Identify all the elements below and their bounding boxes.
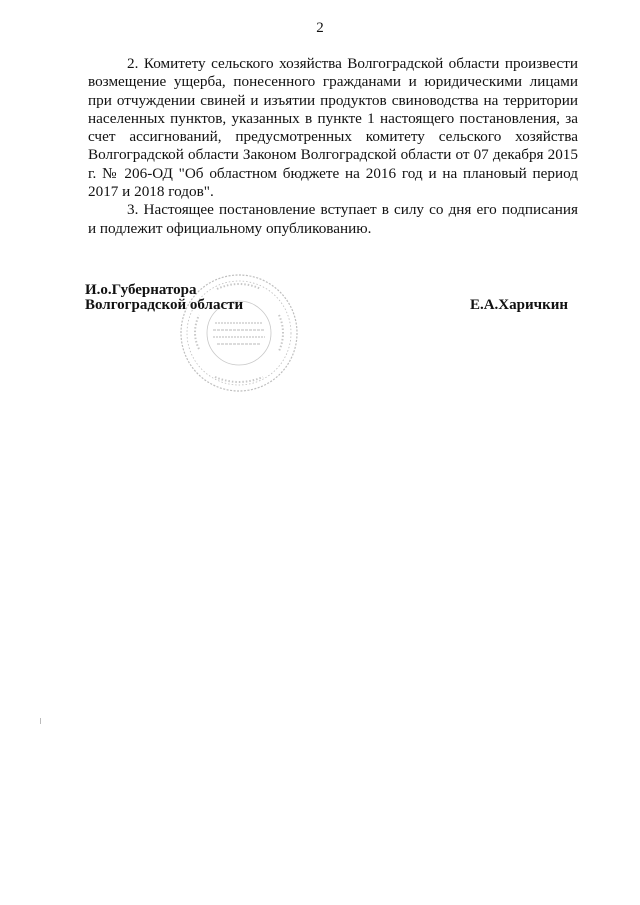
paragraph-2: 2. Комитету сельского хозяйства Волгоградской области произвести возмещение ущерба, понесенного гражданами и юридическими лицами при отчуждении свиней и изъятии продуктов свиноводства на территории населенных пунктов, указанных в пункте 1 настоящего постановления, за счет ассигнований, предусмотренных комитету сельского хозяйства Волгоградской области Законом Волгоградской области от 07 декабря 2015 г. № 206-ОД "Об областном бюджете на 2016 год и на плановый период 2017 и 2018 годов".	[88, 55, 578, 201]
signature-block	[85, 283, 580, 413]
signatory-title-line1: И.о.Губернатора	[85, 282, 197, 298]
page-number: 2	[316, 20, 324, 36]
signatory-title-line2: Волгоградской области	[85, 297, 244, 313]
document-body	[88, 55, 578, 238]
margin-mark	[40, 718, 41, 724]
signatory-name: Е.А.Харичкин	[469, 297, 568, 313]
signatory-title	[85, 283, 243, 313]
paragraph-3: 3. Настоящее постановление вступает в силу со дня его подписания и подлежит официальному опубликованию.	[88, 201, 578, 237]
